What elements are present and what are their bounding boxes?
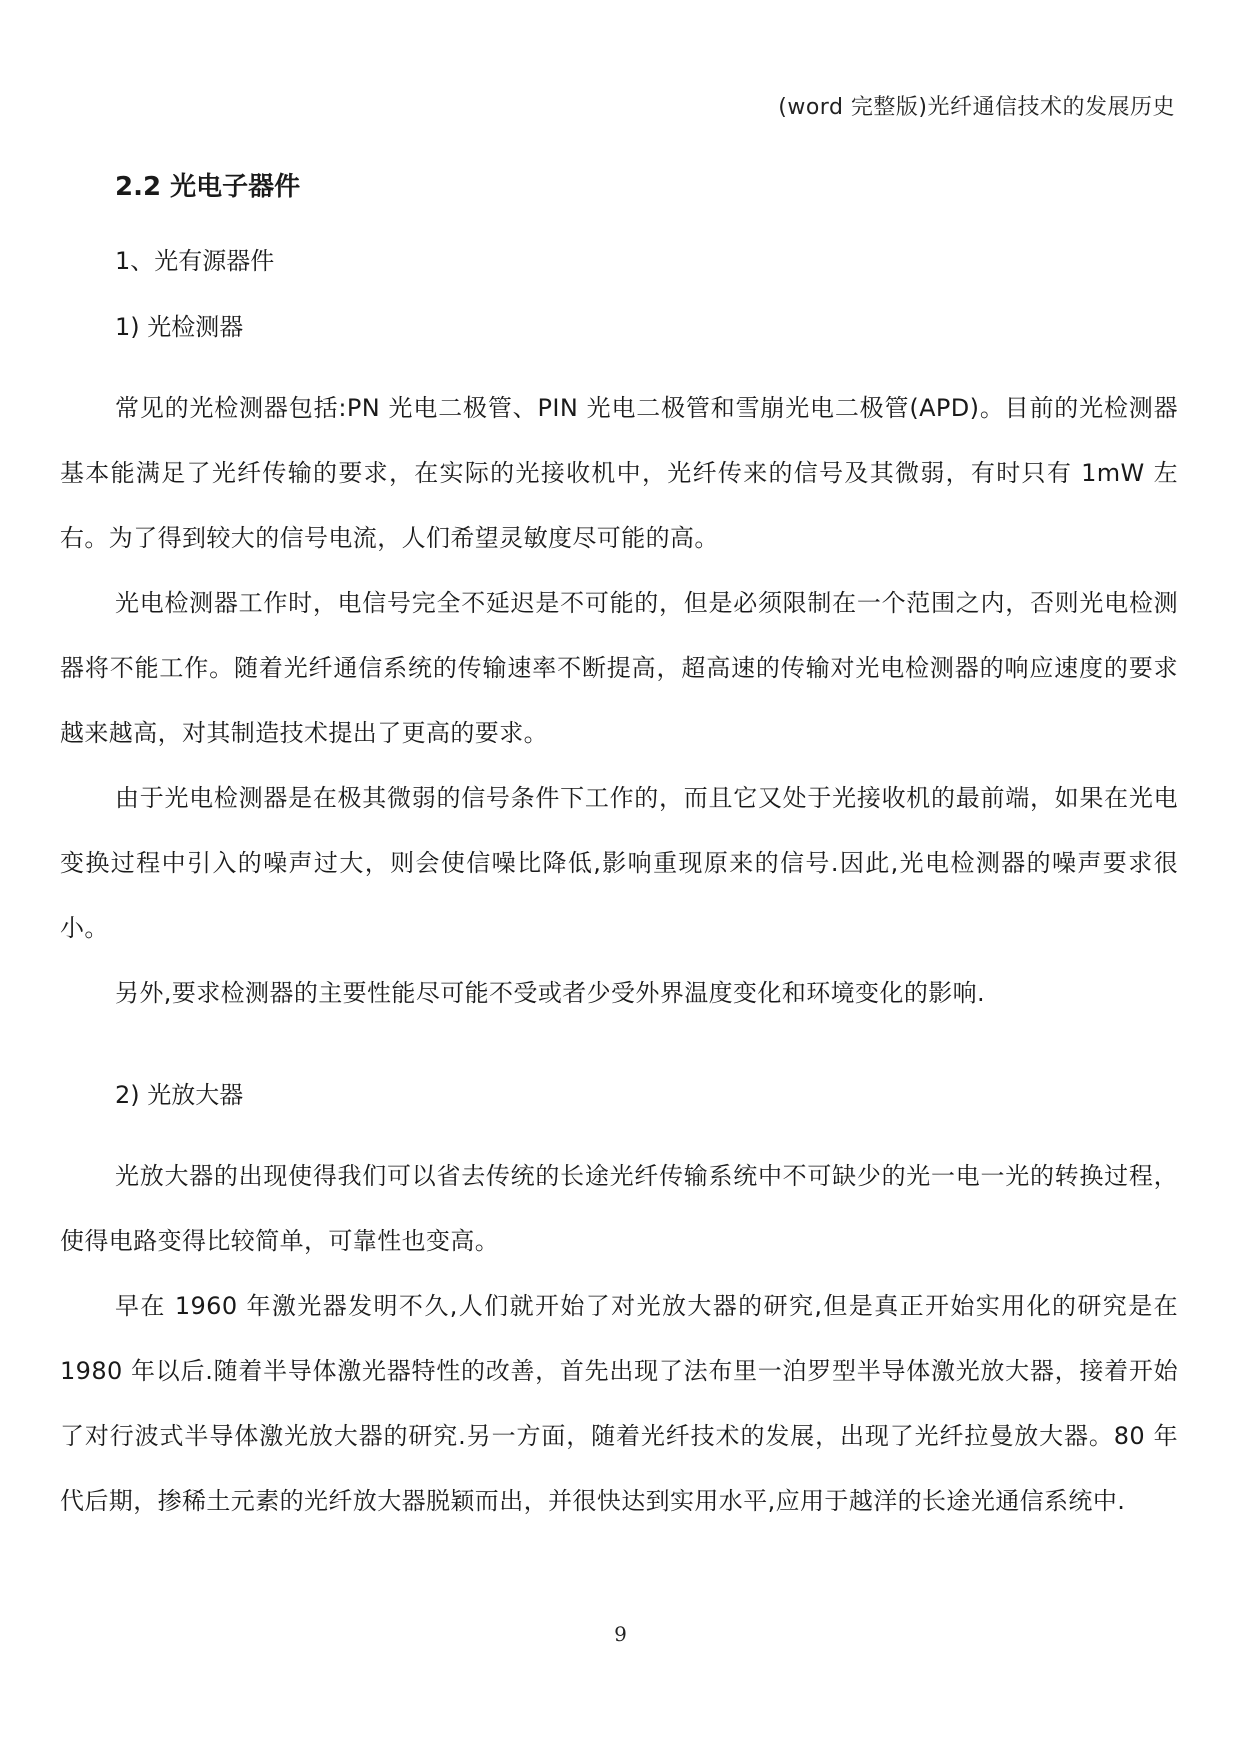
spacer <box>60 1026 1178 1078</box>
page-number: 9 <box>614 1622 627 1646</box>
paragraph: 光放大器的出现使得我们可以省去传统的长途光纤传输系统中不可缺少的光一电一光的转换过程，使得电路变得比较简单，可靠性也变高。 <box>60 1162 1178 1255</box>
paragraph: 早在 1960 年激光器发明不久,人们就开始了对光放大器的研究,但是真正开始实用化的研究是在 1980 年以后.随着半导体激光器特性的改善，首先出现了法布里一泊罗型半导体激光放大器，接着开始了对行波式半导体激光放大器的研究.另一方面，随着光纤技术的发展，出现了光纤拉曼放大器。80 年代后期，掺稀土元素的光纤放大器脱颖而出，并很快达到实用水平,应用于越洋的长途光通信系统中. <box>60 1292 1178 1515</box>
page-content <box>60 170 1178 1534</box>
subheading-active-devices: 1、光有源器件 <box>115 247 275 275</box>
paragraph: 由于光电检测器是在极其微弱的信号条件下工作的，而且它又处于光接收机的最前端，如果在光电变换过程中引入的噪声过大，则会使信噪比降低,影响重现原来的信号.因此,光电检测器的噪声要求很小。 <box>60 784 1178 942</box>
subsection-title-photodetector: 1) 光检测器 <box>115 313 244 341</box>
paragraph: 光电检测器工作时，电信号完全不延迟是不可能的，但是必须限制在一个范围之内，否则光电检测器将不能工作。随着光纤通信系统的传输速率不断提高，超高速的传输对光电检测器的响应速度的要求越来越高，对其制造技术提出了更高的要求。 <box>60 589 1178 747</box>
page-header: (word 完整版)光纤通信技术的发展历史 <box>778 95 1175 120</box>
paragraph: 另外,要求检测器的主要性能尽可能不受或者少受外界温度变化和环境变化的影响. <box>115 979 986 1007</box>
subsection-title-amplifier: 2) 光放大器 <box>115 1081 244 1109</box>
section-heading: 2.2 光电子器件 <box>115 172 301 202</box>
paragraph: 常见的光检测器包括:PN 光电二极管、PIN 光电二极管和雪崩光电二极管(APD)。目前的光检测器基本能满足了光纤传输的要求，在实际的光接收机中，光纤传来的信号及其微弱，有时只有 1mW 左右。为了得到较大的信号电流，人们希望灵敏度尽可能的高。 <box>60 394 1178 552</box>
